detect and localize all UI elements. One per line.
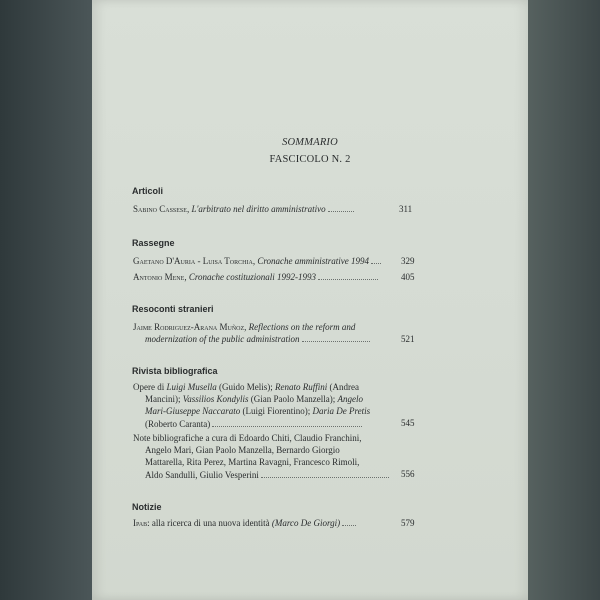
opere-reviewer: (Andrea — [329, 382, 359, 392]
section-heading-resoconti-stranieri: Resoconti stranieri — [132, 304, 214, 314]
note-line: Note bibliografiche a cura di Edoardo Chiti, Claudio Franchini, — [133, 433, 362, 443]
opere-author: Renato Ruffini — [275, 382, 328, 392]
opere-author: Luigi Musella — [166, 382, 217, 392]
entry-title: L'arbitrato nel diritto amministrativo — [191, 204, 326, 214]
page-number: 521 — [401, 334, 415, 344]
page-number: 545 — [401, 418, 415, 428]
leader-dots — [261, 469, 389, 478]
opere-author: Mari-Giuseppe Naccarato — [145, 406, 241, 417]
opere-reviewer: (Roberto Caranta) — [145, 418, 211, 429]
page-number: 329 — [401, 256, 415, 266]
opere-author: Daria De Pretis — [312, 406, 371, 417]
note-line: Aldo Sandulli, Giulio Vesperini — [145, 469, 259, 480]
entry-author: Gaetano D'Auria - Luisa Torchia — [133, 256, 253, 266]
note-line: Mattarella, Rita Perez, Martina Ravagni, Francesco Rimoli, — [145, 457, 360, 468]
toc-entry: Sabino Cassese, L'arbitrato nel diritto amministrativo — [133, 203, 423, 215]
leader-dots — [342, 517, 356, 526]
section-heading-articoli: Articoli — [132, 186, 164, 196]
leader-dots — [328, 203, 354, 212]
toc-entry-note — [133, 432, 423, 481]
opere-prefix: Opere di — [133, 382, 165, 392]
opere-author: Vassilios Kondylis — [182, 394, 249, 405]
opere-reviewer: (Guido Melis); — [219, 382, 273, 392]
opere-reviewer: (Gian Paolo Manzella); — [250, 394, 336, 405]
section-heading-rassegne: Rassegne — [132, 238, 175, 248]
document-page — [92, 0, 528, 600]
page-number: 579 — [401, 518, 415, 528]
toc-entry — [133, 517, 423, 529]
entry-title-line1: Reflections on the reform and — [248, 322, 356, 332]
entry-author: Jaime Rodriguez-Arana Muñoz — [133, 322, 245, 332]
entry-author: Sabino Cassese — [133, 204, 187, 214]
entry-title-line2: modernization of the public administration — [145, 334, 300, 345]
leader-dots — [318, 271, 378, 280]
page-number: 556 — [401, 469, 415, 479]
entry-text: : alla ricerca di una nuova identità — [147, 518, 270, 528]
page-number: 405 — [401, 272, 415, 282]
opere-reviewer: Mancini); — [145, 394, 181, 405]
opere-author: Angelo — [337, 394, 363, 405]
background-left — [0, 0, 92, 600]
entry-author: Ipab — [133, 518, 148, 528]
page-subtitle: FASCICOLO N. 2 — [269, 154, 351, 165]
background-right — [528, 0, 600, 600]
toc-entry: Antonio Mene, Cronache costituzionali 1992-1993 — [133, 271, 423, 283]
entry-title: Cronache amministrative 1994 — [257, 256, 369, 266]
toc-entry: Gaetano D'Auria - Luisa Torchia, Cronache amministrative 1994 — [133, 255, 423, 267]
section-heading-rivista-bibliografica: Rivista bibliografica — [132, 366, 218, 376]
section-heading-notizie: Notizie — [132, 502, 162, 512]
entry-title: (Marco De Giorgi) — [271, 518, 341, 528]
toc-entry: Jaime Rodriguez-Arana Muñoz, Reflections on the reform and modernization of the public administration — [133, 321, 423, 345]
leader-dots — [302, 333, 370, 342]
note-line: Angelo Mari, Gian Paolo Manzella, Bernardo Giorgio — [145, 445, 340, 456]
page-title: SOMMARIO — [282, 137, 338, 148]
page-number: 311 — [399, 204, 413, 214]
leader-dots — [371, 255, 381, 264]
entry-author: Antonio Mene — [133, 272, 185, 282]
entry-title: Cronache costituzionali 1992-1993 — [188, 272, 316, 282]
leader-dots — [212, 418, 362, 427]
opere-reviewer: (Luigi Fiorentino); — [242, 406, 311, 417]
toc-entry-opere — [133, 381, 423, 430]
